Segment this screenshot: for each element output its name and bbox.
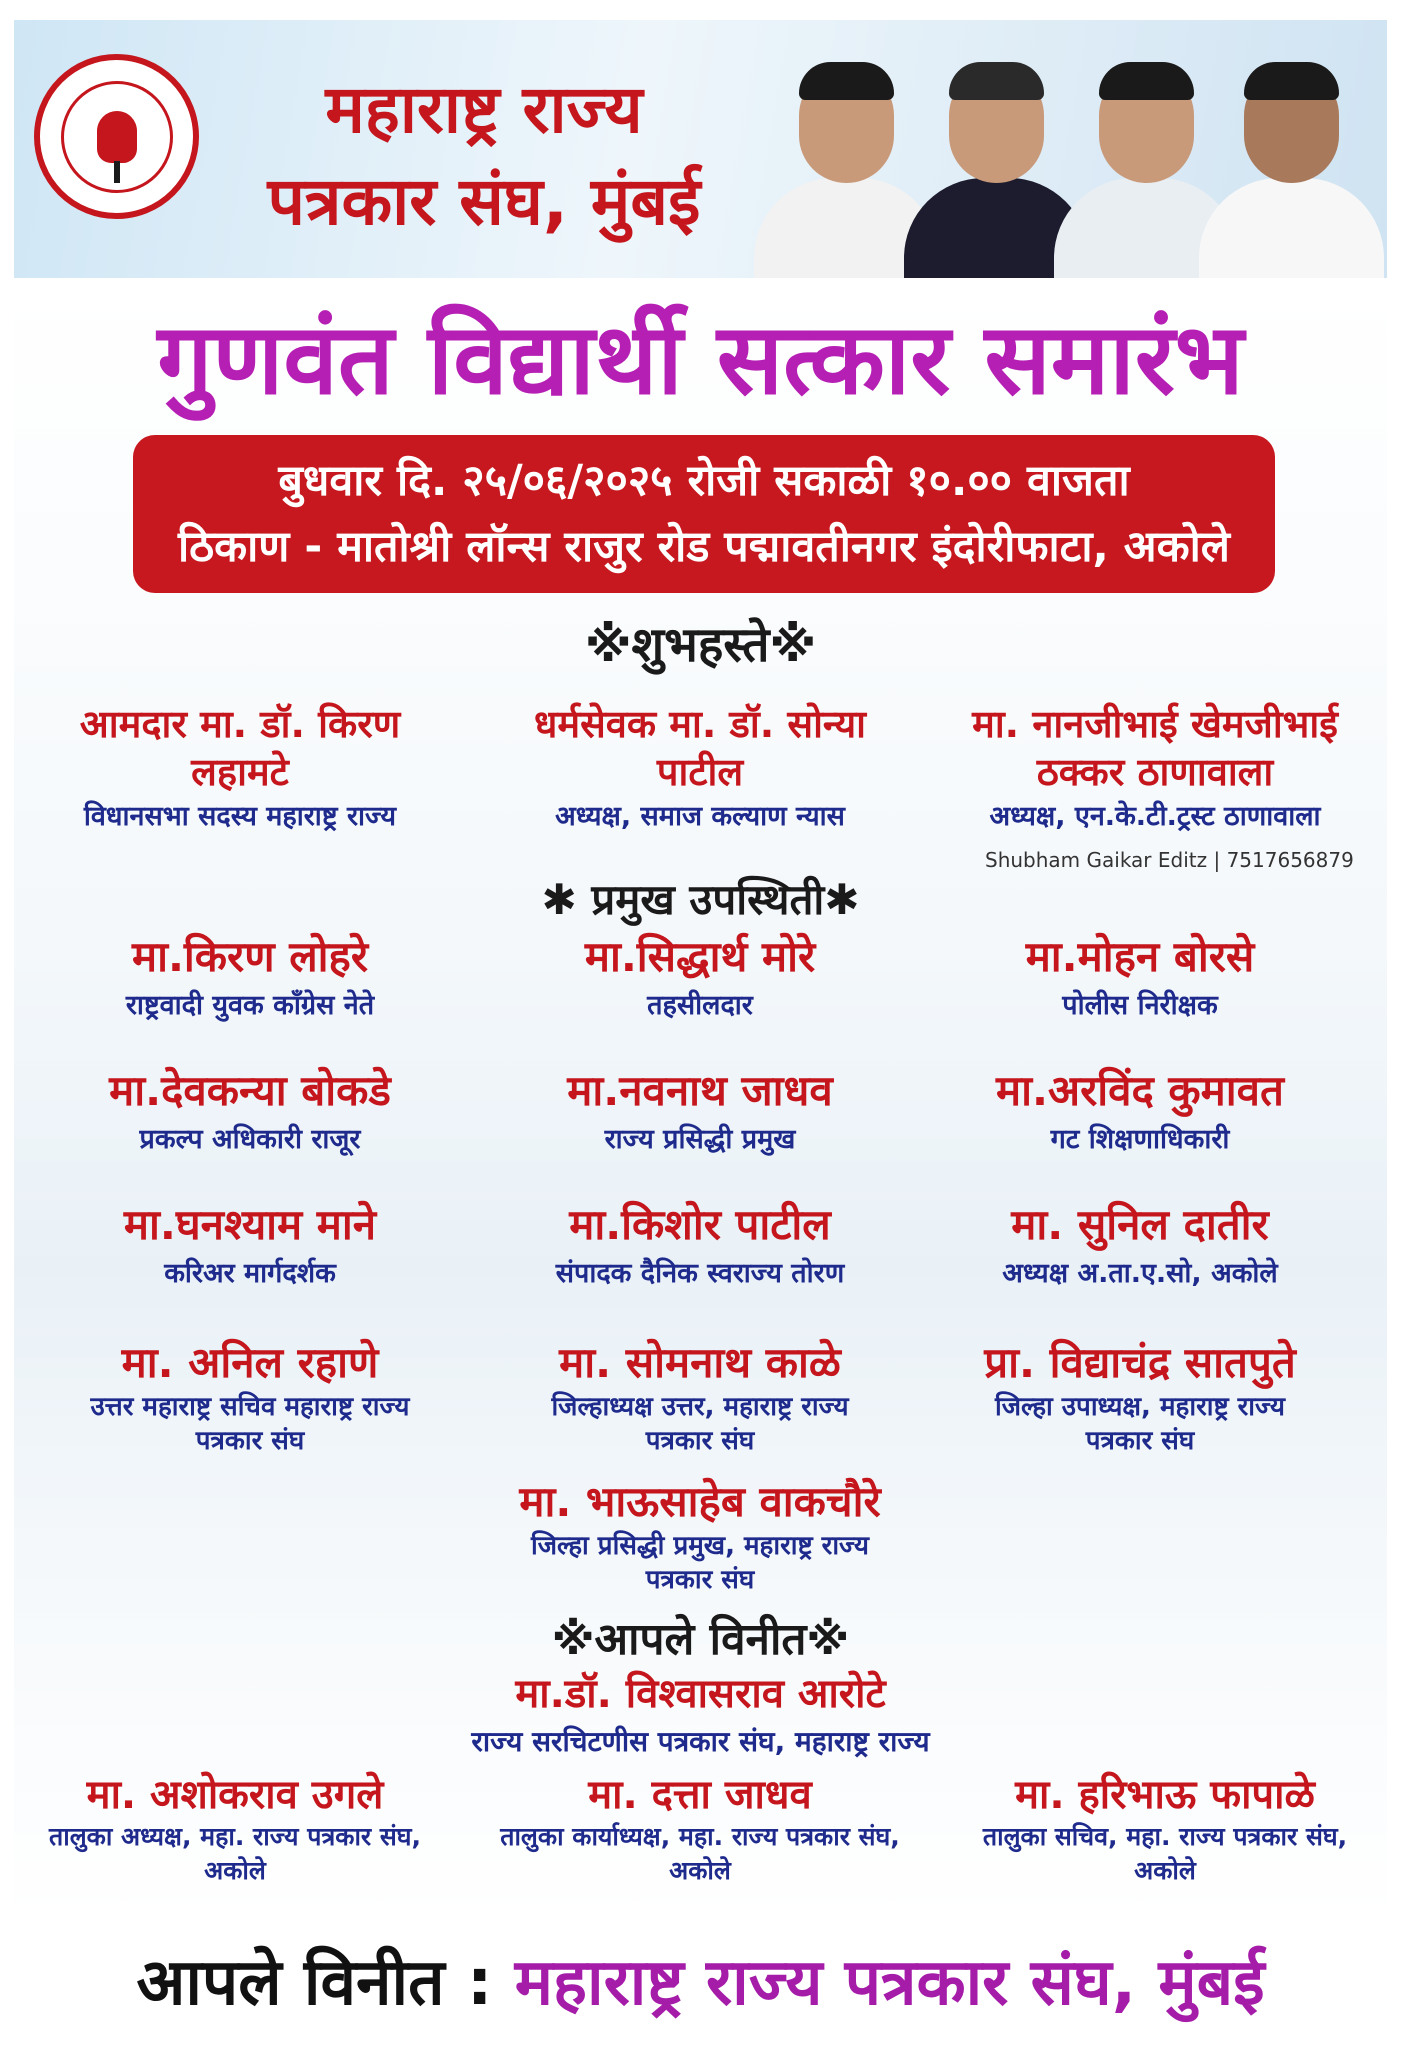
guest-name: मा.घनश्याम माने xyxy=(123,1200,377,1249)
guest-card xyxy=(500,1064,900,1162)
subh-haste-heading: ※शुभहस्ते※ xyxy=(584,617,817,673)
guest-role: अध्यक्ष अ.ता.ए.सो, अकोले xyxy=(1002,1258,1278,1289)
footer-signoff xyxy=(0,1928,1401,2038)
guest-role: तालुका सचिव, महा. राज्य पत्रकार संघ, अकोले xyxy=(982,1822,1348,1885)
lead-guest-role: राज्य सरचिटणीस पत्रकार संघ, महाराष्ट्र राज्य xyxy=(471,1725,930,1758)
guest-name: मा.अरविंद कुमावत xyxy=(996,1066,1284,1115)
guest-card xyxy=(50,1064,450,1162)
pramukh-heading: ✱ प्रमुख उपस्थिती✱ xyxy=(541,875,860,924)
guest-name: आमदार मा. डॉ. किरण लहामटे xyxy=(79,702,401,794)
guest-card xyxy=(490,700,910,838)
guest-name: मा. सोमनाथ काळे xyxy=(559,1338,841,1387)
guest-role: संपादक दैनिक स्वराज्य तोरण xyxy=(555,1258,845,1289)
guest-card xyxy=(50,1336,450,1458)
guest-name: मा. भाऊसाहेब वाकचौरे xyxy=(519,1477,881,1526)
guest-card xyxy=(930,1336,1350,1458)
guest-card xyxy=(930,930,1350,1028)
event-date: बुधवार दि. २५/०६/२०२५ रोजी सकाळी १०.०० वाजता xyxy=(278,456,1130,506)
guest-name: मा. नानजीभाई खेमजीभाई ठक्कर ठाणावाला xyxy=(972,702,1338,794)
guest-role: जिल्हाध्यक्ष उत्तर, महाराष्ट्र राज्य पत्रकार संघ xyxy=(551,1392,849,1456)
guest-card xyxy=(500,1198,900,1296)
microphone-pen-icon xyxy=(97,111,137,163)
guest-name: मा.मोहन बोरसे xyxy=(1025,932,1255,981)
guest-name: मा.सिद्धार्थ मोरे xyxy=(584,932,816,981)
guest-card xyxy=(25,1770,445,1888)
designer-credit: Shubham Gaikar Editz | 7517656879 xyxy=(985,848,1354,872)
guest-card xyxy=(50,930,450,1028)
guest-role: प्रकल्प अधिकारी राजूर xyxy=(139,1124,361,1155)
date-venue-box xyxy=(133,435,1275,593)
header-title-line1: महाराष्ट्र राज्य xyxy=(325,71,643,148)
guest-name: मा.किशोर पाटील xyxy=(569,1200,831,1249)
guest-name: धर्मसेवक मा. डॉ. सोन्या पाटील xyxy=(533,702,866,794)
guest-role: विधानसभा सदस्य महाराष्ट्र राज्य xyxy=(83,801,397,832)
guest-role: अध्यक्ष, समाज कल्याण न्यास xyxy=(555,801,845,832)
header-photos xyxy=(734,30,1384,278)
guest-name: मा. दत्ता जाधव xyxy=(588,1772,812,1818)
logo-emblem xyxy=(61,81,173,193)
footer-org: महाराष्ट्र राज्य पत्रकार संघ, मुंबई xyxy=(514,1946,1265,2020)
guest-name: मा.किरण लोहरे xyxy=(131,932,369,981)
org-logo xyxy=(34,54,199,219)
guest-card xyxy=(955,1770,1375,1888)
guest-name: मा. सुनिल दातीर xyxy=(1011,1200,1269,1249)
event-venue: ठिकाण - मातोश्री लॉन्स राजुर रोड पद्मावतीनगर इंदोरीफाटा, अकोले xyxy=(178,522,1230,572)
guest-role: तहसीलदार xyxy=(647,990,753,1021)
header-title xyxy=(224,64,744,248)
guest-card xyxy=(50,1198,450,1296)
vinit-heading: ※आपले विनीत※ xyxy=(551,1614,850,1665)
guest-role: अध्यक्ष, एन.के.टी.ट्रस्ट ठाणावाला xyxy=(989,801,1321,832)
guest-role: गट शिक्षणाधिकारी xyxy=(1050,1124,1230,1155)
guest-card xyxy=(500,930,900,1028)
lead-guest-card xyxy=(0,1668,1401,1764)
guest-role: तालुका कार्याध्यक्ष, महा. राज्य पत्रकार संघ, अकोले xyxy=(500,1822,900,1885)
guest-name: मा.देवकन्या बोकडे xyxy=(109,1066,391,1115)
guest-role: राज्य प्रसिद्धी प्रमुख xyxy=(604,1124,796,1155)
header-banner xyxy=(14,20,1387,278)
header-title-line2: पत्रकार संघ, मुंबई xyxy=(267,163,701,240)
guest-card xyxy=(930,1064,1350,1162)
guest-role: तालुका अध्यक्ष, महा. राज्य पत्रकार संघ, अकोले xyxy=(48,1822,422,1885)
guest-role: करिअर मार्गदर्शक xyxy=(164,1258,336,1289)
guest-card xyxy=(475,1770,925,1888)
guest-card xyxy=(460,1475,940,1597)
event-title: गुणवंत विद्यार्थी सत्कार समारंभ xyxy=(157,303,1244,417)
guest-name: मा.नवनाथ जाधव xyxy=(567,1066,833,1115)
guest-role: पोलीस निरीक्षक xyxy=(1062,990,1218,1021)
lead-guest-name: मा.डॉ. विश्वासराव आरोटे xyxy=(515,1671,886,1717)
guest-name: मा. अशोकराव उगले xyxy=(86,1772,384,1818)
guest-role: उत्तर महाराष्ट्र सचिव महाराष्ट्र राज्य पत्रकार संघ xyxy=(90,1392,410,1456)
guest-card xyxy=(930,1198,1350,1296)
guest-role: जिल्हा प्रसिद्धी प्रमुख, महाराष्ट्र राज्य पत्रकार संघ xyxy=(530,1531,870,1595)
person-photo xyxy=(1199,48,1384,278)
guest-name: मा. हरिभाऊ फापाळे xyxy=(1015,1772,1315,1818)
guest-name: मा. अनिल रहाणे xyxy=(121,1338,379,1387)
guest-card xyxy=(500,1336,900,1458)
guest-name: प्रा. विद्याचंद्र सातपुते xyxy=(984,1338,1296,1387)
guest-card xyxy=(930,700,1380,838)
footer-lead: आपले विनीत : xyxy=(136,1946,515,2020)
guest-card xyxy=(30,700,450,838)
guest-role: राष्ट्रवादी युवक काँग्रेस नेते xyxy=(125,990,375,1021)
guest-role: जिल्हा उपाध्यक्ष, महाराष्ट्र राज्य पत्रकार संघ xyxy=(994,1392,1285,1456)
